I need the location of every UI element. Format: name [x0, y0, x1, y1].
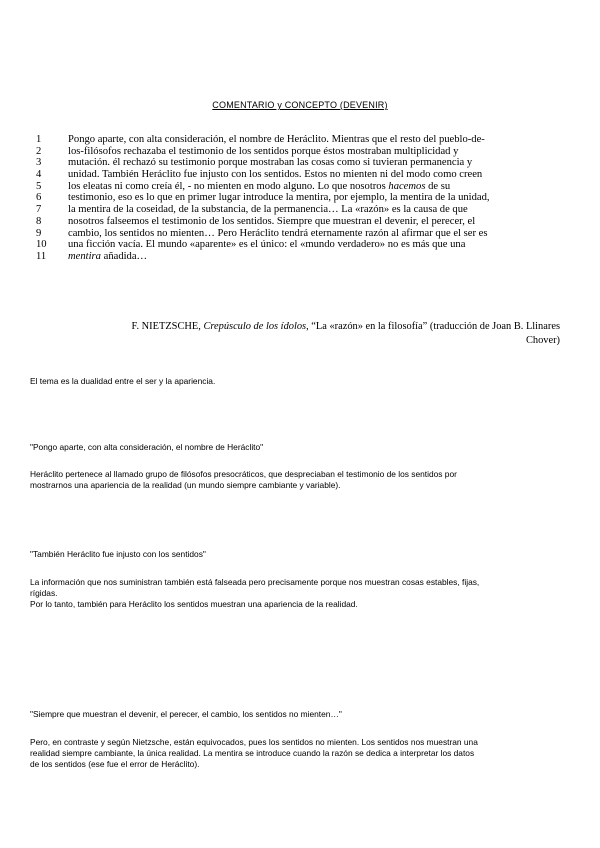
line-text: cambio, los sentidos no mienten… Pero Heráclito tendrá eternamente razón al afirmar que el ser es — [68, 227, 488, 239]
line-text: los-filósofos rechazaba el testimonio de los sentidos porque éstos mostraban multiplicidad y — [68, 145, 459, 157]
explanation-2 — [30, 577, 575, 610]
excerpt-line — [36, 204, 556, 216]
paragraph-line: Pero, en contraste y según Nietzsche, están equivocados, pues los sentidos no mienten. Los sentidos nos muestran una — [30, 737, 478, 747]
line-number: 3 — [36, 157, 42, 169]
excerpt-line — [36, 251, 556, 263]
quote-text: "También Heráclito fue injusto con los sentidos" — [30, 549, 206, 559]
italic-word: hacemos — [388, 180, 426, 192]
explanation-1 — [30, 469, 575, 491]
line-text-part: los eleatas ni como creía él, - no mienten en modo alguno. Lo que nosotros — [68, 180, 389, 192]
line-number: 10 — [36, 239, 47, 251]
excerpt-line — [36, 239, 556, 251]
excerpt-line — [36, 228, 556, 240]
italic-word: mentira — [68, 250, 101, 262]
paragraph-line: Por lo tanto, también para Heráclito los sentidos muestran una apariencia de la realidad. — [30, 599, 358, 609]
excerpt-line — [36, 181, 556, 193]
paragraph-line: rígidas. — [30, 588, 58, 598]
theme-text: El tema es la dualidad entre el ser y la apariencia. — [30, 376, 216, 386]
line-number: 8 — [36, 215, 42, 227]
line-text — [68, 181, 450, 193]
line-number: 2 — [36, 145, 42, 157]
excerpt-line — [36, 134, 556, 146]
line-number: 6 — [36, 192, 42, 204]
paragraph-line: realidad siempre cambiante, la única realidad. La mentira se introduce cuando la razón se dedica a interpretar los datos — [30, 748, 475, 758]
line-text: mutación. él rechazó su testimonio porque mostraban las cosas como si tuvieran permanencia y — [68, 157, 473, 169]
reference-details: , “La «razón» en la filosofía” (traducción de Joan B. Llinares — [306, 321, 560, 332]
line-number: 4 — [36, 169, 42, 181]
line-text: una ficción vacía. El mundo «aparente» es el único: el «mundo verdadero» no es más que una — [68, 239, 466, 251]
excerpt-line — [36, 157, 556, 169]
paragraph-line: de los sentidos (ese fue el error de Heráclito). — [30, 759, 200, 769]
line-text-part: de su — [425, 180, 451, 192]
line-text: nosotros falseemos el testimonio de los sentidos. Siempre que muestran el devenir, el perecer, el — [68, 215, 476, 227]
quote-3 — [30, 709, 575, 720]
reference-work-title: Crepúsculo de los ídolos — [203, 321, 307, 332]
page-title: COMENTARIO y CONCEPTO (DEVENIR) — [212, 100, 388, 110]
line-text — [68, 251, 147, 263]
excerpt-line — [36, 192, 556, 204]
quote-1 — [30, 442, 575, 453]
paragraph-line: Heráclito pertenece al llamado grupo de filósofos presocráticos, que despreciaban el testimonio de los sentidos por — [30, 469, 457, 479]
reference-line-2: Chover) — [525, 335, 560, 346]
nietzsche-excerpt — [36, 134, 556, 263]
explanation-3 — [30, 737, 575, 770]
line-text: testimonio, eso es lo que en primer lugar introduce la mentira, por ejemplo, la mentira de la unidad, — [68, 192, 490, 204]
theme-statement — [30, 376, 575, 387]
paragraph-line: mostrarnos una apariencia de la realidad (un mundo siempre cambiante y variable). — [30, 480, 341, 490]
line-number: 5 — [36, 180, 42, 192]
quote-text: "Siempre que muestran el devenir, el perecer, el cambio, los sentidos no mienten…" — [30, 709, 342, 719]
quote-2 — [30, 549, 575, 560]
line-number: 9 — [36, 227, 42, 239]
line-text: la mentira de la coseidad, de la substancia, de la permanencia… La «razón» es la causa de que — [68, 204, 468, 216]
excerpt-line — [36, 146, 556, 158]
line-number: 11 — [36, 250, 47, 262]
line-text-part: añadida… — [100, 250, 148, 262]
line-number: 1 — [36, 134, 42, 145]
source-reference — [60, 320, 560, 348]
line-number: 7 — [36, 204, 42, 216]
excerpt-line — [36, 216, 556, 228]
paragraph-line: La información que nos suministran también está falseada pero precisamente porque nos muestran cosas estables, fijas, — [30, 577, 480, 587]
reference-line-1 — [60, 320, 560, 334]
reference-author: F. NIETZSCHE, — [131, 321, 204, 332]
quote-text: "Pongo aparte, con alta consideración, el nombre de Heráclito" — [30, 442, 264, 452]
excerpt-line — [36, 169, 556, 181]
line-text: unidad. También Heráclito fue injusto con los sentidos. Estos no mienten ni del modo como creen — [68, 169, 483, 181]
line-text: Pongo aparte, con alta consideración, el nombre de Heráclito. Mientras que el resto del pueblo-de- — [68, 134, 485, 145]
